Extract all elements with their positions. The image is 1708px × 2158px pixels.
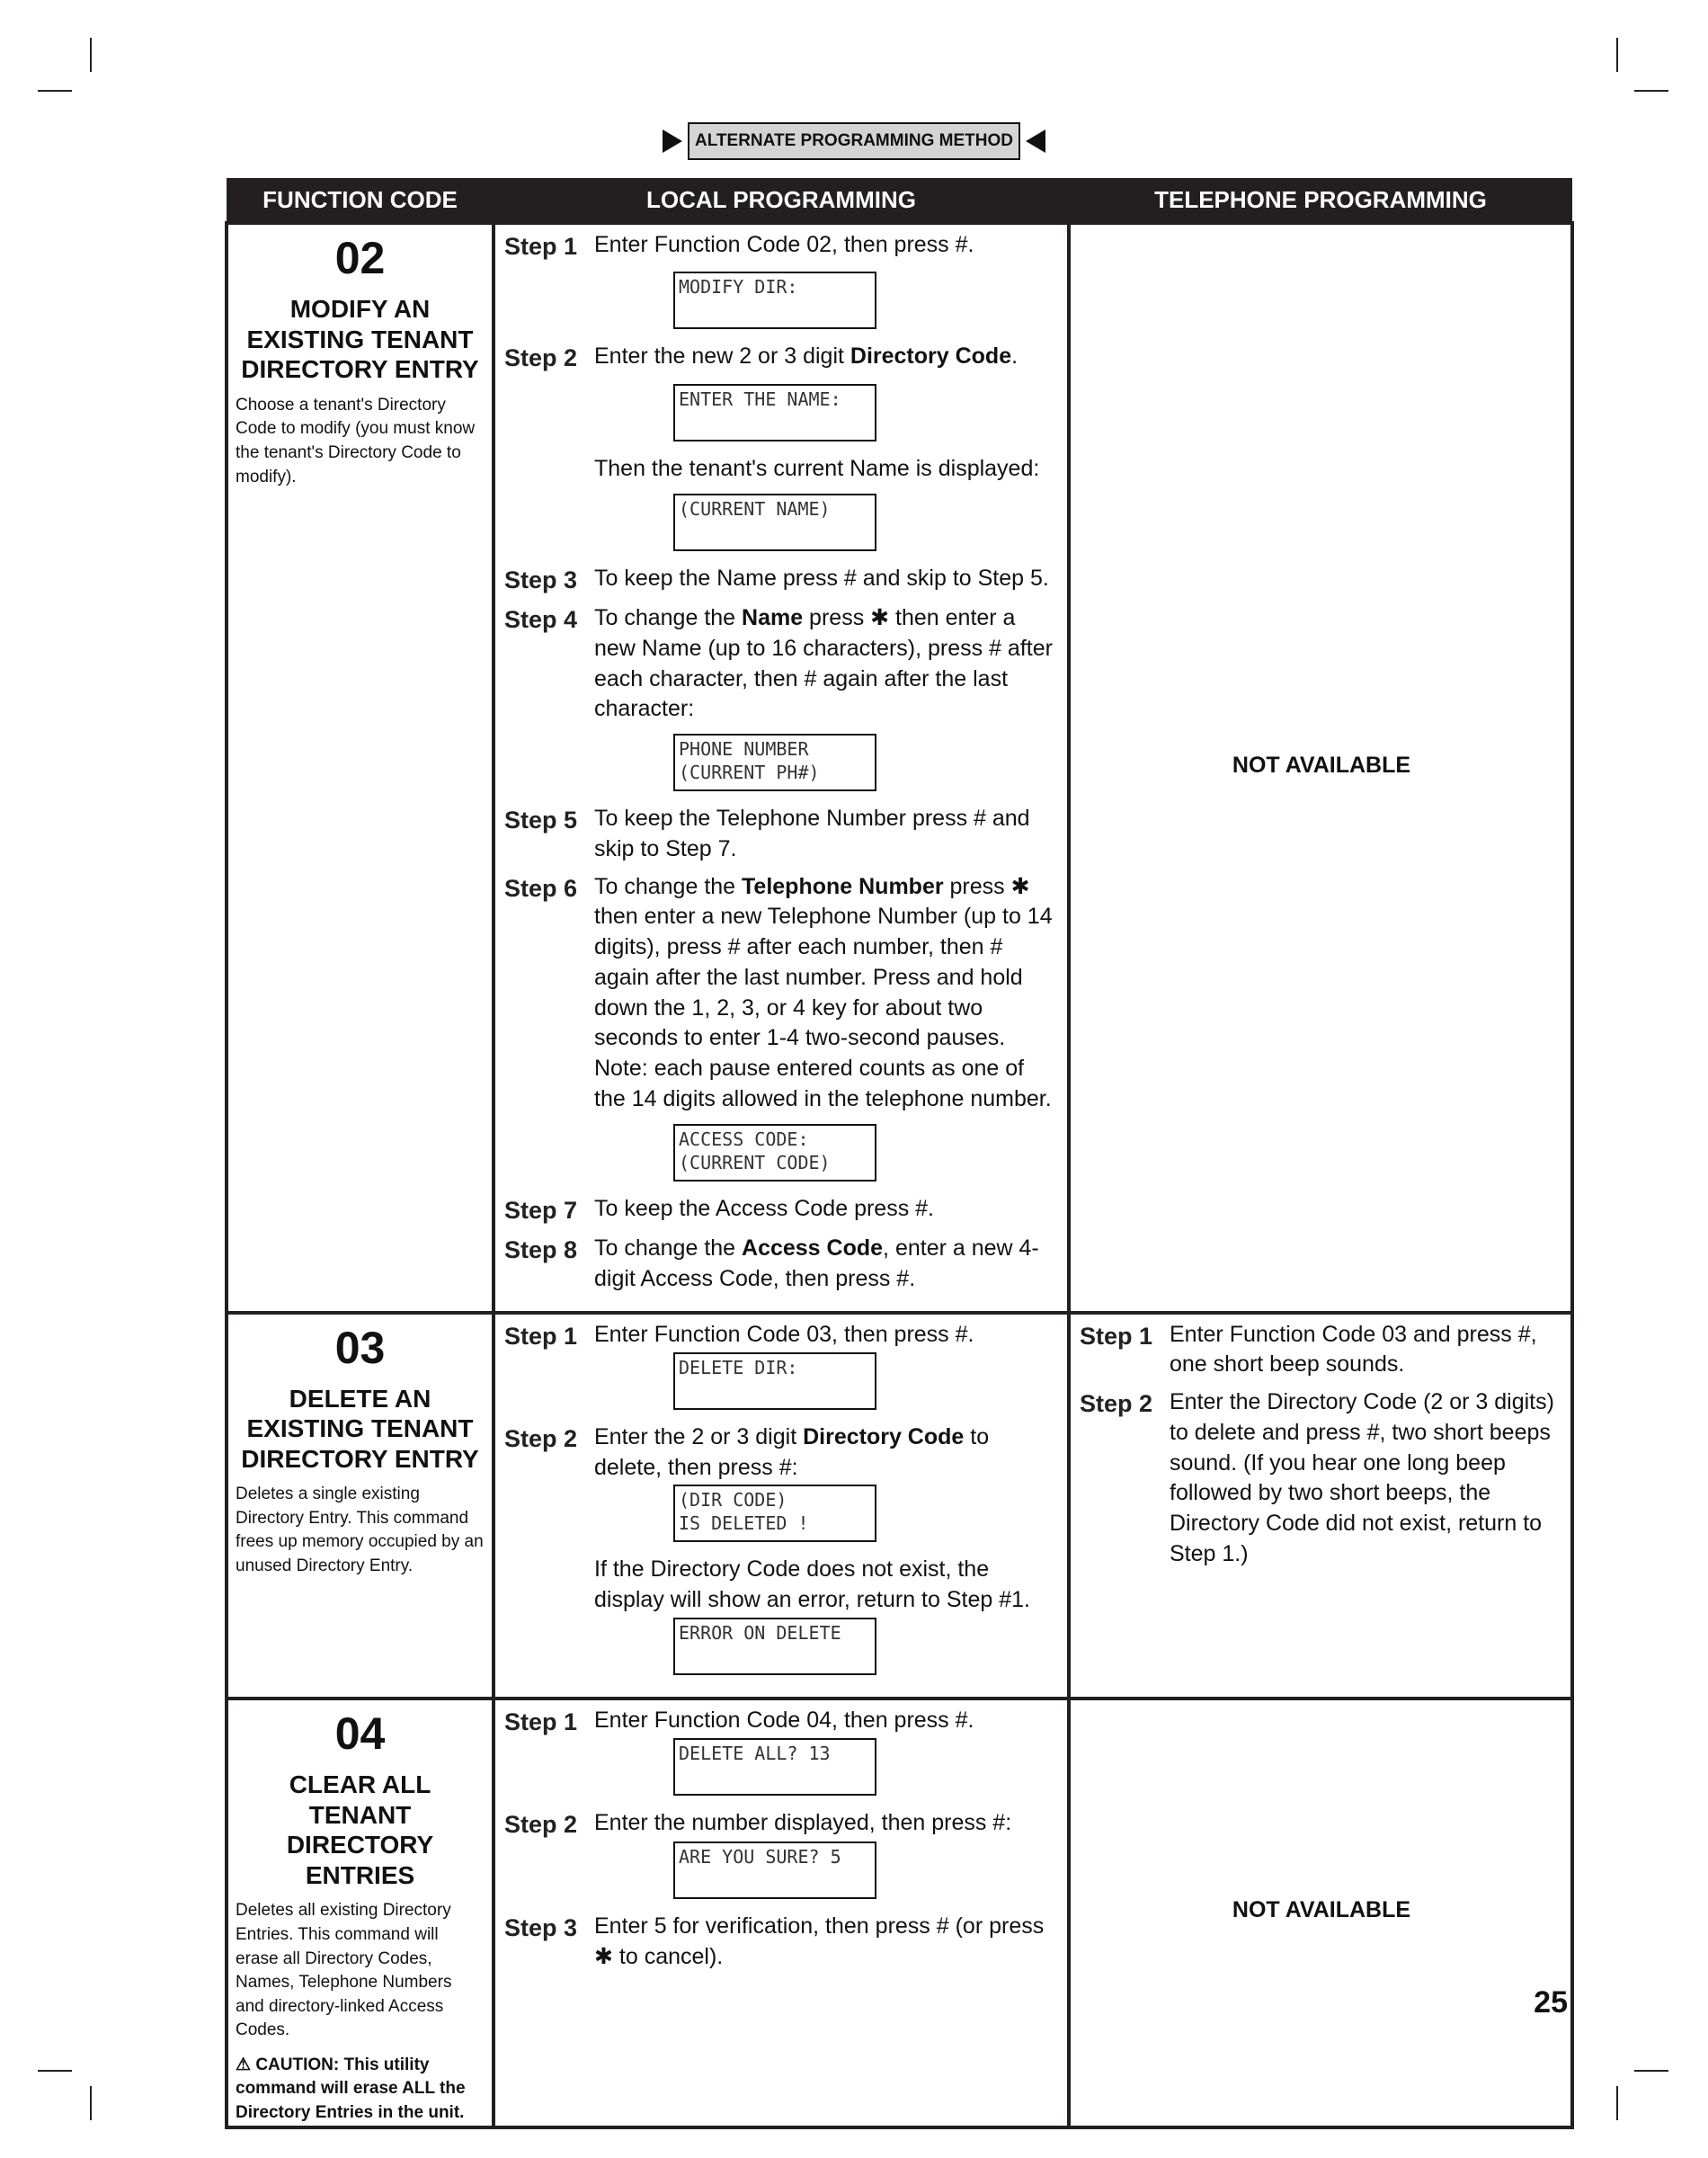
step: Step 3 To keep the Name press # and skip to Step 5. (504, 565, 1049, 593)
step: Step 8 To change the Access Code, enter a new 4-digit Access Code, then press #. (504, 1235, 1039, 1291)
function-code-cell (227, 223, 494, 1313)
table-row (227, 1313, 1572, 1699)
step: Step 2 Enter the 2 or 3 digit Directory Code to delete, then press #: (504, 1423, 990, 1480)
table-row (227, 223, 1572, 1313)
arrow-left-icon (1026, 129, 1045, 153)
step: Step 4 To change the Name press ✱ then enter a new Name (up to 16 characters), press # after each character, then # again after the last character: (504, 605, 1053, 722)
telephone-programming-cell (1069, 1313, 1572, 1699)
table-header-row (227, 178, 1572, 223)
function-title: MODIFY AN EXISTING TENANT DIRECTORY ENTRY (241, 295, 479, 384)
function-description: Choose a tenant's Directory Code to modify (you must know the tenant's Directory Code to modify). (236, 395, 476, 486)
local-programming-cell (494, 1699, 1069, 2127)
function-code-cell (227, 1699, 494, 2127)
crop-mark (38, 90, 72, 92)
step: Step 5 To keep the Telephone Number press # and skip to Step 7. (504, 806, 1030, 861)
step: Step 7 To keep the Access Code press #. (504, 1195, 934, 1224)
note-text: Then the tenant's current Name is displayed: (594, 455, 1040, 481)
function-code: 02 (334, 233, 386, 283)
page-number: 25 (1534, 1985, 1568, 2020)
step: Step 6 To change the Telephone Number press ✱ then enter a new Telephone Number (up to 14 digits), press # after each number, then # again after the last number. Press and hold down the 1, 2, 3, or 4 key for about two seconds to enter 1-4 two-second pauses. Note: each pause entered counts as one of the 14 digits allowed in the telephone number. (504, 873, 1053, 1111)
step: Step 2 Enter the new 2 or 3 digit Directory Code. (504, 343, 1019, 372)
function-title: CLEAR ALL TENANT DIRECTORY ENTRIES (286, 1770, 434, 1889)
function-code-cell (227, 1313, 494, 1699)
crop-mark (38, 2070, 72, 2072)
function-code: 04 (334, 1708, 386, 1759)
lcd-display: (DIR CODE) IS DELETED ! (673, 1485, 876, 1542)
crop-mark (1634, 2070, 1668, 2072)
lcd-display: PHONE NUMBER (CURRENT PH#) (673, 734, 876, 791)
telephone-not-available: NOT AVAILABLE (1069, 1699, 1572, 2127)
step: Step 2 Enter the number displayed, then press #: (504, 1810, 1012, 1839)
step: Step 2 Enter the Directory Code (2 or 3 digits) to delete and press #, two short beeps sound. (If you hear one long beep followed by two short beeps, the Directory Code did not exist, return to Step 1.) (1080, 1389, 1554, 1566)
arrow-right-icon (663, 129, 682, 153)
crop-mark (90, 38, 92, 72)
crop-mark (1634, 90, 1668, 92)
lcd-display: ACCESS CODE: (CURRENT CODE) (673, 1124, 876, 1182)
lcd-display: ARE YOU SURE? 5 (673, 1841, 876, 1899)
caution-note: ⚠ CAUTION: This utility command will erase ALL the Directory Entries in the unit. (236, 2055, 466, 2123)
crop-mark (1616, 2086, 1618, 2120)
header-local-programming: LOCAL PROGRAMMING (494, 178, 1069, 223)
header-telephone-programming: TELEPHONE PROGRAMMING (1069, 178, 1572, 223)
step: Step 1 Enter Function Code 03, then press #. (504, 1321, 974, 1350)
crop-mark (90, 2086, 92, 2120)
lcd-display: (CURRENT NAME) (673, 494, 876, 551)
lcd-display: ERROR ON DELETE (673, 1618, 876, 1675)
table-row (227, 1699, 1572, 2127)
lcd-display: DELETE ALL? 13 (673, 1738, 876, 1796)
banner-label: ALTERNATE PROGRAMMING METHOD (688, 122, 1020, 160)
header-function-code: FUNCTION CODE (227, 178, 494, 223)
telephone-not-available: NOT AVAILABLE (1069, 223, 1572, 1313)
warning-icon: ⚠ (236, 2055, 256, 2074)
function-description: Deletes all existing Directory Entries. This command will erase all Directory Codes, Names, Telephone Numbers and directory-linked Access Codes. (236, 1901, 452, 2040)
step: Step 3 Enter 5 for verification, then press # (or press ✱ to cancel). (504, 1913, 1045, 1969)
function-title: DELETE AN EXISTING TENANT DIRECTORY ENTRY (241, 1384, 479, 1473)
crop-mark (1616, 38, 1618, 72)
local-programming-cell (494, 1313, 1069, 1699)
note-text: If the Directory Code does not exist, the display will show an error, return to Step #1. (594, 1556, 1030, 1613)
step: Step 1 Enter Function Code 02, then press #. (504, 232, 974, 260)
programming-table (225, 178, 1574, 2129)
lcd-display: DELETE DIR: (673, 1352, 876, 1410)
lcd-display: ENTER THE NAME: (673, 384, 876, 441)
local-programming-cell (494, 223, 1069, 1313)
method-banner (0, 122, 1708, 160)
step: Step 1 Enter Function Code 04, then press #. (504, 1707, 974, 1735)
function-description: Deletes a single existing Directory Entry. This command frees up memory occupied by an unused Directory Entry. (236, 1485, 484, 1576)
function-code: 03 (334, 1322, 386, 1373)
step: Step 1 Enter Function Code 03 and press #, one short beep sounds. (1080, 1321, 1537, 1378)
lcd-display: MODIFY DIR: (673, 272, 876, 329)
